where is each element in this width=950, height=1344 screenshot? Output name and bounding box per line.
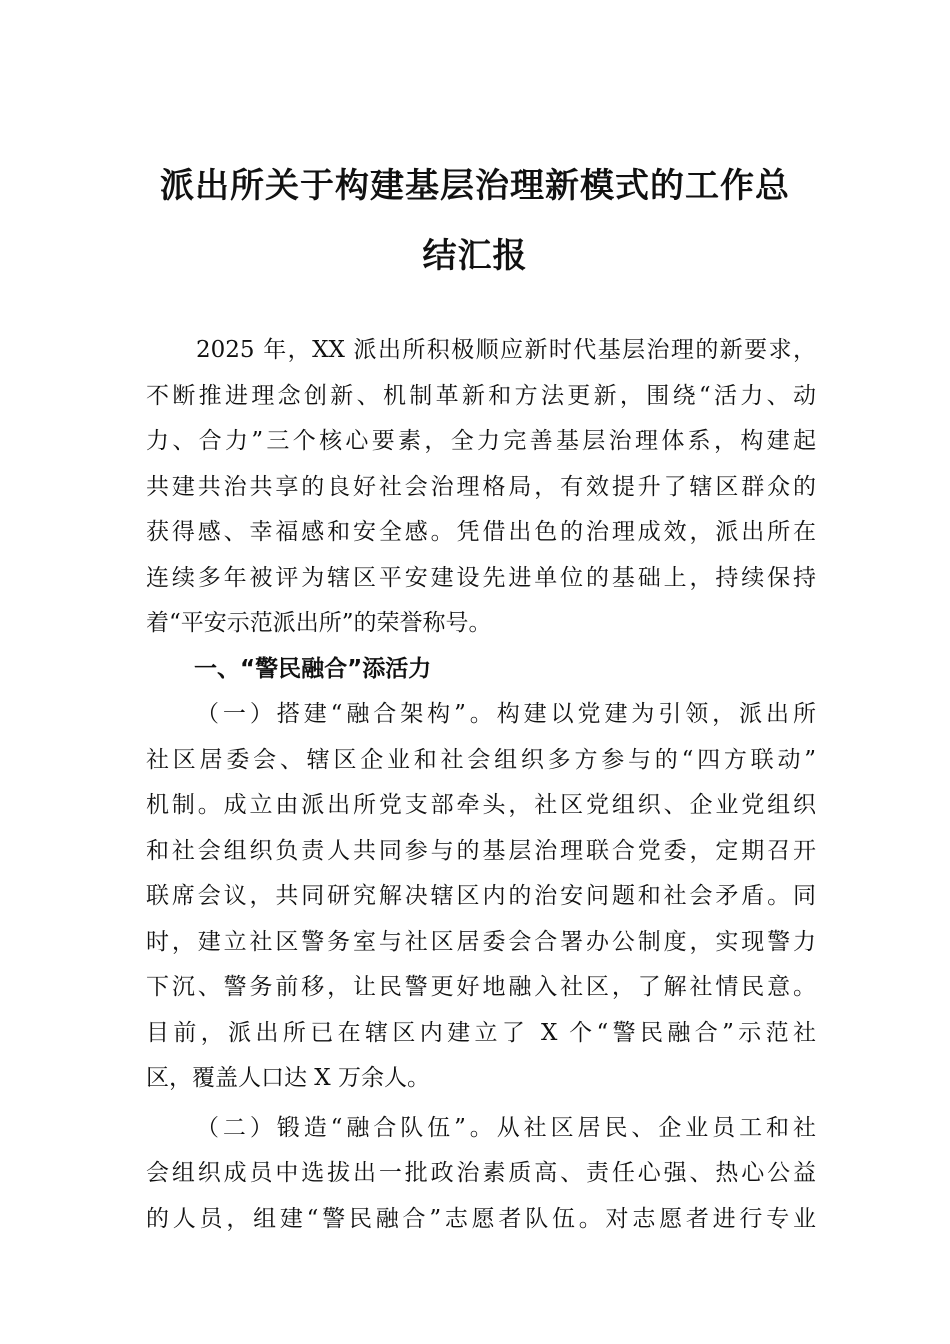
paragraph-line: 下沉、警务前移，让民警更好地融入社区，了解社情民意。	[146, 974, 816, 1000]
paragraph-line: 不断推进理念创新、机制革新和方法更新，围绕“活力、动	[146, 382, 816, 409]
paragraph-line: 力、合力”三个核心要素，全力完善基层治理体系，构建起	[146, 428, 816, 454]
paragraph-intro	[146, 328, 816, 647]
paragraph-line: 机制。成立由派出所党支部牵头，社区党组织、企业党组织	[146, 792, 816, 818]
paragraph-line: 共建共治共享的良好社会治理格局，有效提升了辖区群众的	[146, 473, 816, 500]
paragraph-structure	[146, 692, 816, 1102]
paragraph-line: 的人员，组建“警民融合”志愿者队伍。对志愿者进行专业	[146, 1205, 816, 1232]
paragraph-line: 连续多年被评为辖区平安建设先进单位的基础上，持续保持	[146, 564, 816, 591]
section-heading: 一、“警民融合”添活力	[194, 655, 432, 682]
paragraph-line: 和社会组织负责人共同参与的基层治理联合党委，定期召开	[146, 837, 816, 864]
paragraph-team	[146, 1106, 816, 1243]
paragraph-line: 联席会议，共同研究解决辖区内的治安问题和社会矛盾。同	[146, 883, 816, 909]
paragraph-line: 会组织成员中选拔出一批政治素质高、责任心强、热心公益	[146, 1160, 816, 1186]
paragraph-line: 目前，派出所已在辖区内建立了 X 个“警民融合”示范社	[146, 1019, 816, 1046]
paragraph-line: 区，覆盖人口达 X 万余人。	[146, 1065, 430, 1091]
paragraph-line: 着“平安示范派出所”的荣誉称号。	[146, 610, 492, 636]
paragraph-line: （二）锻造“融合队伍”。从社区居民、企业员工和社	[196, 1114, 816, 1141]
paragraph-line: 2025 年，XX 派出所积极顺应新时代基层治理的新要求，	[196, 337, 816, 363]
paragraph-line: 社区居委会、辖区企业和社会组织多方参与的“四方联动”	[146, 746, 816, 773]
paragraph-line: 时，建立社区警务室与社区居委会合署办公制度，实现警力	[146, 928, 816, 955]
document-title-line-2: 结汇报	[422, 236, 528, 276]
document-title-line-1: 派出所关于构建基层治理新模式的工作总	[160, 166, 790, 206]
document-body	[146, 328, 816, 1242]
paragraph-line: （一）搭建“融合架构”。构建以党建为引领，派出所	[196, 701, 816, 727]
paragraph-line: 获得感、幸福感和安全感。凭借出色的治理成效，派出所在	[146, 519, 816, 545]
